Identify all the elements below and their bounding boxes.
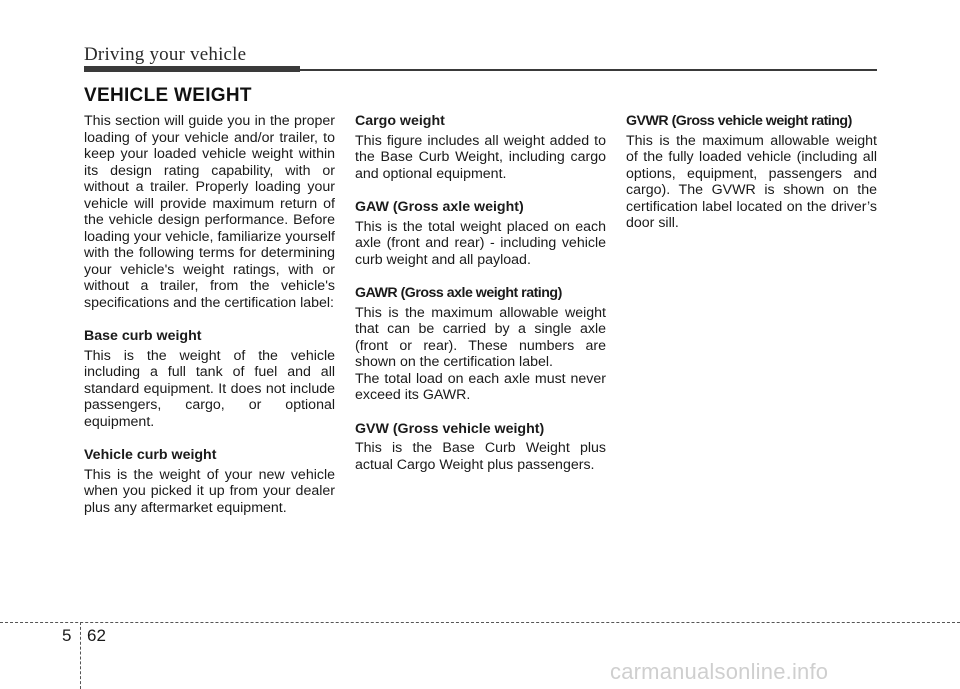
section-title: VEHICLE WEIGHT: [84, 85, 252, 106]
gawr-note: The total load on each axle must never exceed its GAWR.: [355, 370, 606, 403]
base-curb-weight-text: This is the weight of the vehicle including a full tank of fuel and all standard equipment. It does not include passengers, cargo, or optional equipment.: [84, 347, 335, 430]
page-header-title: Driving your vehicle: [84, 44, 247, 65]
gawr-text: This is the maximum allowable weight that can be carried by a single axle (front or rear). These numbers are shown on the certification label.: [355, 304, 606, 370]
header-accent-bar: [84, 66, 300, 72]
vehicle-curb-weight-heading: Vehicle curb weight: [84, 447, 217, 463]
footer-dashed-rule: [0, 622, 960, 623]
text-column-2: [355, 113, 606, 490]
cargo-weight-heading: Cargo weight: [355, 113, 445, 129]
intro-paragraph: This section will guide you in the proper loading of your vehicle and/or trailer, to keep your loaded vehicle weight within its design rating capability, with or without a trailer. Properly loading your vehicle will provide maximum return of the vehicle design performance. Before loading your vehicle, familiarize yourself with the following terms for determining your vehicle's weight ratings, with or without a trailer, from the vehicle's specifications and the certification label:: [84, 113, 335, 311]
gvw-heading: GVW (Gross vehicle weight): [355, 420, 545, 437]
footer-dashed-divider: [80, 622, 81, 689]
gaw-heading: GAW (Gross axle weight): [355, 199, 524, 215]
cargo-weight-text: This figure includes all weight added to the Base Curb Weight, including cargo and optional equipment.: [355, 132, 606, 182]
watermark-text: carmanualsonline.info: [610, 659, 829, 684]
gvw-text: This is the Base Curb Weight plus actual Cargo Weight plus passengers.: [355, 440, 606, 473]
gawr-heading: GAWR (Gross axle weight rating): [355, 285, 562, 301]
gvwr-heading: GVWR (Gross vehicle weight rating): [626, 113, 852, 129]
text-column-3: [626, 113, 877, 249]
base-curb-weight-heading: Base curb weight: [84, 328, 202, 344]
text-column-1: [84, 113, 335, 533]
gvwr-text: This is the maximum allowable weight of the fully loaded vehicle (including all options, equipment, passengers and cargo). The GVWR is shown on the certification label located on the driver’s door sill.: [626, 132, 877, 231]
page-number: 62: [87, 626, 106, 645]
gaw-text: This is the total weight placed on each axle (front and rear) - including vehicle curb weight and all payload.: [355, 218, 606, 268]
vehicle-curb-weight-text: This is the weight of your new vehicle when you picked it up from your dealer plus any aftermarket equipment.: [84, 466, 335, 516]
header-rule: [300, 69, 877, 71]
chapter-number: 5: [62, 626, 72, 645]
